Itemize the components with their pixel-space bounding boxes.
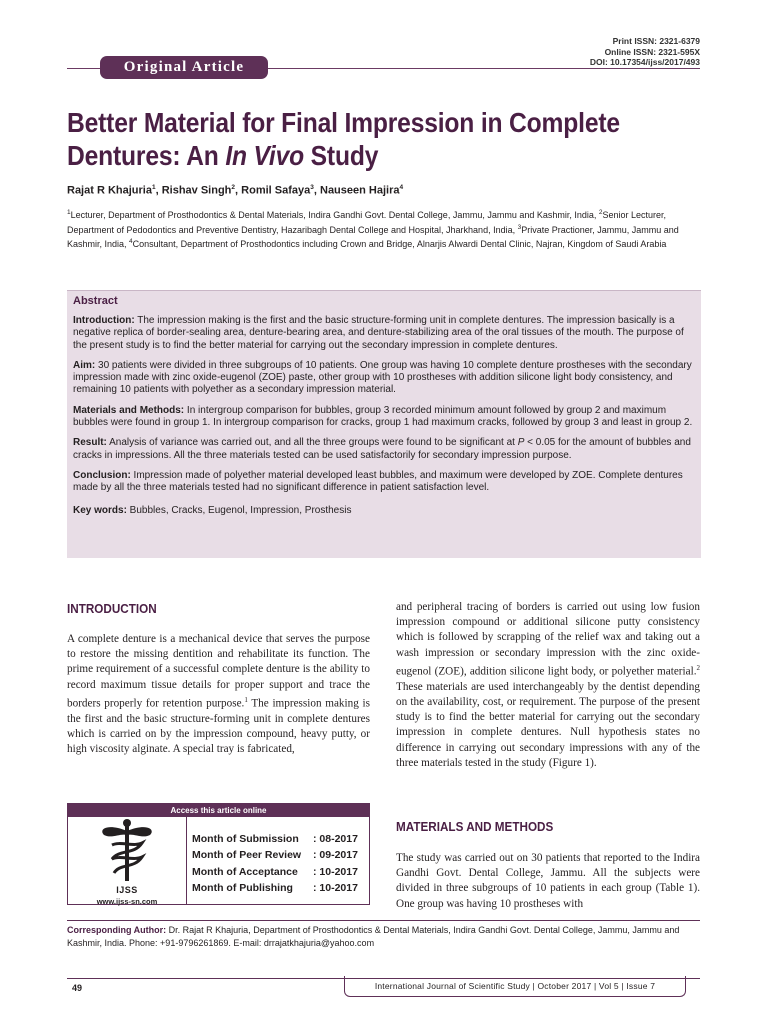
abstract-methods (73, 405, 695, 430)
doi: DOI: 10.17354/ijss/2017/493 (589, 57, 700, 67)
title-italic: In Vivo (225, 140, 304, 171)
online-issn: Online ISSN: 2321-595X (604, 46, 700, 57)
access-heading: Access this article online (68, 804, 369, 817)
affiliation: Lecturer, Department of Prosthodontics & Dental Materials, Indira Gandhi Govt. Dental College, Jammu, Jammu and Kashmir, India, (70, 210, 599, 220)
date-label: Month of Acceptance (192, 865, 298, 878)
date-row (192, 864, 358, 880)
affil-sup: 2 (598, 209, 603, 216)
logo-text: IJSS (116, 885, 138, 895)
author-name: Rishav Singh (161, 184, 232, 197)
citation-sup: 2 (696, 663, 700, 672)
p-value-symbol: P (517, 437, 525, 449)
journal-url[interactable]: www.ijss-sn.com (96, 897, 158, 906)
author-name: Romil Safaya (241, 184, 311, 197)
abstract-text: 30 patients were divided in three subgroups of 10 patients. One group was having 10 complete denture prostheses with the secondary impression made with zinc oxide-eugenol (ZOE) paste, other group with 10 prostheses with addition silicone light body consistency, and remaining 10 patients with polyether as a secondary impression material. (73, 359, 692, 396)
author-sup: 2 (231, 184, 236, 191)
date-row (192, 847, 358, 863)
abstract-label: Conclusion: (73, 469, 131, 481)
abstract-text: Impression made of polyether material developed least bubbles, and maximum were developed by ZOE. Complete dentures made by all the three materials tested had no significant difference in patient satisfaction level. (73, 469, 683, 494)
methods-paragraph: The study was carried out on 30 patients that reported to the Indira Gandhi Govt. Dental College, Jammu. All the subjects were divided in three subgroups of 10 patients in each group (Table 1). One group was having 10 prostheses with (396, 852, 700, 910)
abstract-conclusion (73, 470, 695, 495)
author-sup: 1 (151, 184, 156, 191)
date-value: : 10-2017 (313, 881, 358, 894)
abstract-label: Introduction: (73, 315, 135, 326)
paragraph-text: These materials are used interchangeably by the dentist depending on the availability, cost, or requirement. The purpose of the present study is to find the better material for carrying out the secondary impression in complete dentures. Null hypothesis states no difference in carrying out secondary impressions with any of the three materials tested in the study (Figure 1). (396, 680, 700, 769)
affiliations (67, 207, 701, 251)
date-value: : 09-2017 (313, 849, 358, 862)
abstract-label: Materials and Methods: (73, 404, 185, 416)
date-row (192, 831, 358, 847)
correspondence-text: Dr. Rajat R Khajuria, Department of Prosthodontics & Dental Materials, Indira Gandhi Govt. Dental College, Jammu, Jammu and Kashmir, India. Phone: +91-9796261869. E-mail: drrajatkhajuria@yahoo.com (67, 925, 680, 948)
journal-logo (68, 817, 187, 905)
author-list: Rajat R Khajuria$^1$, Rishav Singh$^2$, Romil Safaya$^3$, Nauseen Hajira$^4$ (67, 184, 404, 197)
abstract-label: Aim: (73, 359, 96, 371)
date-label: Month of Submission (192, 833, 299, 845)
correspondence-label: Corresponding Author: (67, 925, 167, 935)
affil-sup: 1 (67, 209, 71, 216)
affiliation: Private Practioner, Jammu, Jammu and Kashmir, India, (67, 224, 679, 249)
abstract-introduction (73, 315, 695, 352)
affil-sup: 3 (517, 223, 522, 231)
paragraph-text: and peripheral tracing of borders is carried out using low fusion impression compound or additional silicone putty consistency which is followed by scrapping of the relief wax and taking out a wash impression or secondary impression with the zinc oxide-eugenol (ZOE), addition silicone light body, or polyether material. (396, 601, 700, 678)
date-value: : 10-2017 (313, 865, 358, 878)
abstract-heading: Abstract (73, 295, 118, 307)
author-sup: 4 (399, 184, 404, 191)
keywords-label: Key words: (73, 504, 127, 516)
journal-citation: International Journal of Scientific Study | October 2017 | Vol 5 | Issue 7 (344, 976, 686, 997)
abstract-label: Result: (73, 437, 107, 449)
article-dates (192, 831, 358, 896)
correspondence-rule (67, 920, 700, 921)
abstract-result (73, 437, 695, 462)
author-name: Rajat R Khajuria (67, 184, 152, 197)
author-sup: 3 (310, 184, 314, 191)
abstract-box (67, 290, 701, 558)
abstract-text: < 0.05 for the amount of bubbles and cracks in impressions. All the three materials tested can be used satisfactorily for secondary impression purpose. (73, 437, 691, 461)
date-row (192, 880, 358, 896)
abstract-text: The impression making is the first and the basic structure-forming unit in complete dentures. The impression basically is a negative replica of border-sealing area, denture-bearing area, and denture-stabilizing area of the oral tissues of the mouth. The purpose of the present study is to find the better material for carrying out the secondary impression in complete dentures. (73, 315, 684, 351)
abstract-text: In intergroup comparison for bubbles, group 3 recorded minimum amount followed by group 2 and maximum bubbles were found in group 1. In intergroup comparison for cracks, group 1 had maximum cracks, followed by group 3 and least in group 2. (73, 404, 693, 429)
abstract-aim (73, 360, 695, 397)
issn-block (590, 36, 700, 68)
affil-sup: 4 (129, 238, 133, 245)
methods-heading: MATERIALS AND METHODS (396, 819, 554, 834)
introduction-heading: INTRODUCTION (67, 601, 157, 616)
print-issn: Print ISSN: 2321-6379 (612, 36, 700, 46)
keywords (73, 505, 695, 517)
keywords-text: Bubbles, Cracks, Eugenol, Impression, Prosthesis (126, 504, 352, 516)
author-name: Nauseen Hajira (320, 184, 400, 197)
introduction-paragraph-col2 (396, 600, 700, 771)
title-part2: Study (303, 140, 379, 171)
paragraph-text: The impression making is the first and the basic structure-forming unit in complete dentures which is carried on by the impression compound, heavy putty, or high viscosity alginate. A special tray is fabricated, (67, 697, 370, 756)
citation-sup: 1 (244, 695, 248, 704)
title-part1: Better Material for Final Impression in Complete Dentures: An (67, 107, 620, 171)
affiliation: Senior Lecturer, Department of Pedodontics and Preventive Dentistry, Hazaribagh Dental College and Hospital, Jharkhand, India, (67, 210, 667, 235)
introduction-paragraph (67, 632, 370, 757)
date-label: Month of Publishing (192, 881, 293, 894)
article-title (67, 106, 630, 172)
corresponding-author (67, 924, 701, 949)
caduceus-icon (68, 817, 186, 883)
paragraph-text: A complete denture is a mechanical device that serves the purpose to restore the missing dentition and rehabilitate its function. The prime requirement of a successful complete denture is the ability to record maximum tissue details for proper support and trace the borders properly for retention purpose. (67, 633, 370, 710)
article-type-badge: Original Article (100, 56, 268, 79)
date-label: Month of Peer Review (192, 849, 302, 862)
affiliation: Consultant, Department of Prosthodontics including Crown and Bridge, Alnarjis Alwardi Dental Clinic, Najran, Kingdom of Saudi Arabia (132, 239, 667, 249)
page-number: 49 (72, 983, 83, 993)
access-article-box (67, 803, 370, 905)
abstract-text: Analysis of variance was carried out, and all the three groups were found to be significant at (106, 437, 518, 449)
date-value: : 08-2017 (313, 833, 358, 845)
